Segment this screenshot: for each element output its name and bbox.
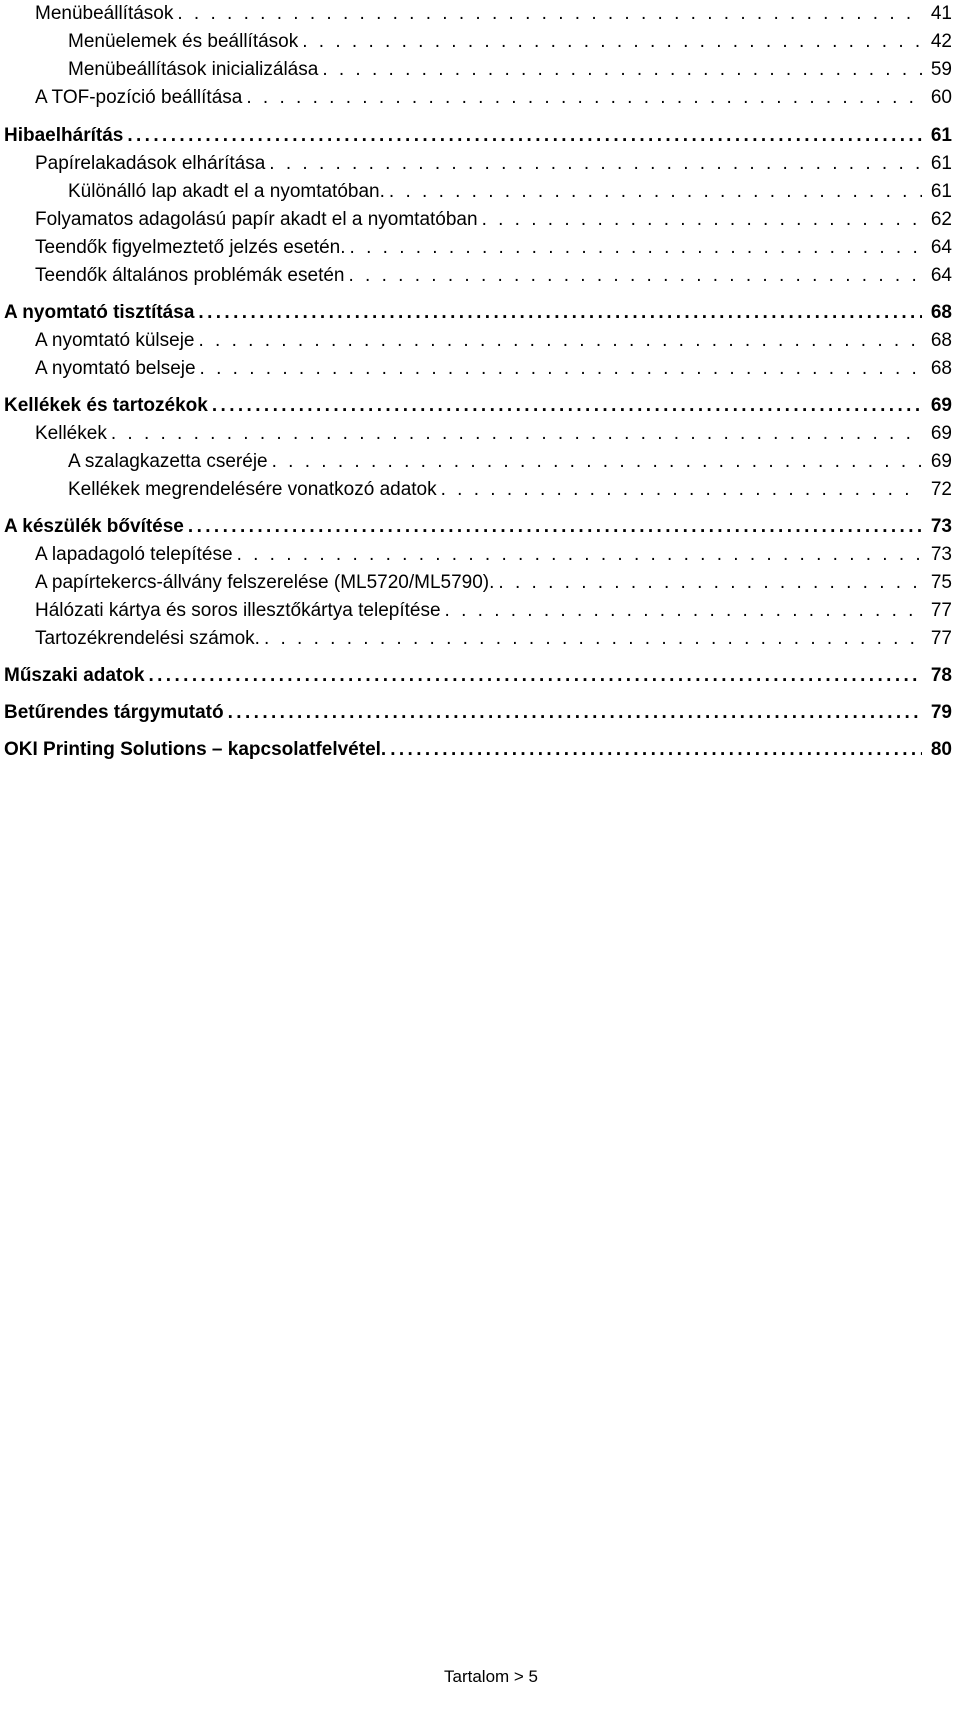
toc-entry-menubeallitasok[interactable]: [0, 1, 952, 27]
dot-leader: [498, 570, 922, 596]
toc-entry-page: 80: [930, 739, 952, 760]
toc-entry-menubeallitasok-inicializalasa[interactable]: [0, 57, 952, 83]
toc-entry-page: 61: [930, 153, 952, 174]
toc-entry-page: 68: [930, 302, 952, 323]
toc-entry-page: 69: [930, 451, 952, 472]
dot-leader: [198, 328, 922, 354]
toc-entry-page: 75: [930, 572, 952, 593]
toc-entry-page: 62: [930, 209, 952, 230]
toc-entry-page: 61: [930, 125, 952, 146]
toc-entry-title: Folyamatos adagolású papír akadt el a nyomtatóban: [35, 209, 478, 230]
dot-leader: [188, 514, 922, 540]
toc-entry-page: 77: [930, 628, 952, 649]
toc-chapter-hibaelharitas[interactable]: [0, 123, 952, 149]
toc-chapter-keszulek-bovitese[interactable]: [0, 514, 952, 540]
toc-entry-page: 68: [930, 358, 952, 379]
dot-leader: [228, 700, 922, 726]
toc-entry-title: Műszaki adatok: [4, 665, 145, 686]
dot-leader: [390, 737, 922, 763]
toc-entry-title: Teendők általános problémák esetén: [35, 265, 345, 286]
toc-entry-page: 60: [930, 87, 952, 108]
toc-entry-tof-pozicio[interactable]: [0, 85, 952, 111]
toc-entry-title: Papírelakadások elhárítása: [35, 153, 266, 174]
toc-entry-page: 41: [930, 3, 952, 24]
toc-entry-figyelmezteto-jelzes[interactable]: [0, 235, 952, 261]
toc-entry-title: Teendők figyelmeztető jelzés esetén.: [35, 237, 346, 258]
dot-leader: [441, 477, 922, 503]
page-footer: Tartalom > 5: [444, 1667, 539, 1686]
toc-entry-title: A szalagkazetta cseréje: [68, 451, 268, 472]
toc-entry-title: Kellékek: [35, 423, 107, 444]
dot-leader: [445, 598, 922, 624]
toc-entry-title: Hibaelhárítás: [4, 125, 124, 146]
toc-entry-page: 73: [930, 516, 952, 537]
dot-leader: [350, 235, 922, 261]
toc-entry-altalanos-problemak[interactable]: [0, 263, 952, 289]
toc-entry-page: 79: [930, 702, 952, 723]
toc-entry-title: Kellékek és tartozékok: [4, 395, 208, 416]
toc-entry-folyamatos-adagolasu[interactable]: [0, 207, 952, 233]
toc-chapter-betrendes-targymutato[interactable]: [0, 700, 952, 726]
toc-entry-page: 61: [930, 181, 952, 202]
toc-entry-page: 77: [930, 600, 952, 621]
toc-entry-title: A TOF-pozíció beállítása: [35, 87, 243, 108]
dot-leader: [348, 263, 922, 289]
dot-leader: [269, 151, 922, 177]
toc-entry-nyomtato-belseje[interactable]: [0, 356, 952, 382]
toc-entry-kulonallo-lap[interactable]: [0, 179, 952, 205]
toc-entry-title: Menüelemek és beállítások: [68, 31, 299, 52]
toc-chapter-nyomtato-tisztitasa[interactable]: [0, 300, 952, 326]
toc-entry-page: 72: [930, 479, 952, 500]
toc-entry-page: 59: [930, 59, 952, 80]
toc-entry-title: Menübeállítások inicializálása: [68, 59, 319, 80]
dot-leader: [127, 123, 922, 149]
toc-entry-page: 69: [930, 423, 952, 444]
toc-entry-title: Kellékek megrendelésére vonatkozó adatok: [68, 479, 437, 500]
dot-leader: [482, 207, 922, 233]
dot-leader: [198, 300, 922, 326]
toc-chapter-kapcsolatfelvetel[interactable]: [0, 737, 952, 763]
toc-entry-halozati-kartya[interactable]: [0, 598, 952, 624]
toc-entry-nyomtato-kulseje[interactable]: [0, 328, 952, 354]
toc-entry-tartozekrendelesi-szamok[interactable]: [0, 626, 952, 652]
dot-leader: [237, 542, 922, 568]
toc-entry-page: 69: [930, 395, 952, 416]
dot-leader: [302, 29, 922, 55]
toc-entry-title: A nyomtató belseje: [35, 358, 196, 379]
toc-entry-title: A papírtekercs-állvány felszerelése (ML5720/ML5790).: [35, 572, 495, 593]
toc-chapter-kellekek-es-tartozekok[interactable]: [0, 393, 952, 419]
toc-entry-kellekek[interactable]: [0, 421, 952, 447]
dot-leader: [212, 393, 922, 419]
toc-entry-menuelemek[interactable]: [0, 29, 952, 55]
dot-leader: [200, 356, 922, 382]
dot-leader: [272, 449, 922, 475]
toc-entry-page: 68: [930, 330, 952, 351]
toc-entry-title: A nyomtató tisztítása: [4, 302, 195, 323]
toc-entry-title: OKI Printing Solutions – kapcsolatfelvétel.: [4, 739, 387, 760]
toc-entry-kellekek-megrendelese[interactable]: [0, 477, 952, 503]
toc-entry-title: Hálózati kártya és soros illesztőkártya telepítése: [35, 600, 441, 621]
toc-entry-page: 73: [930, 544, 952, 565]
toc-entry-lapadagolo[interactable]: [0, 542, 952, 568]
toc-entry-title: A lapadagoló telepítése: [35, 544, 233, 565]
dot-leader: [322, 57, 922, 83]
toc-entry-page: 64: [930, 265, 952, 286]
dot-leader: [148, 663, 922, 689]
toc-entry-szalagkazetta-csereje[interactable]: [0, 449, 952, 475]
toc-entry-page: 78: [930, 665, 952, 686]
toc-entry-title: A készülék bővítése: [4, 516, 184, 537]
toc-entry-papirtekercs-allvany[interactable]: [0, 570, 952, 596]
toc-entry-title: Különálló lap akadt el a nyomtatóban.: [68, 181, 385, 202]
toc-entry-papirelakadasok[interactable]: [0, 151, 952, 177]
dot-leader: [177, 1, 922, 27]
dot-leader: [246, 85, 922, 111]
toc-entry-title: Betűrendes tárgymutató: [4, 702, 224, 723]
toc-entry-title: A nyomtató külseje: [35, 330, 195, 351]
dot-leader: [111, 421, 922, 447]
toc-entry-title: Tartozékrendelési számok.: [35, 628, 260, 649]
toc-entry-page: 42: [930, 31, 952, 52]
toc-entry-title: Menübeállítások: [35, 3, 174, 24]
dot-leader: [389, 179, 922, 205]
dot-leader: [264, 626, 922, 652]
toc-entry-page: 64: [930, 237, 952, 258]
toc-chapter-muszaki-adatok[interactable]: [0, 663, 952, 689]
